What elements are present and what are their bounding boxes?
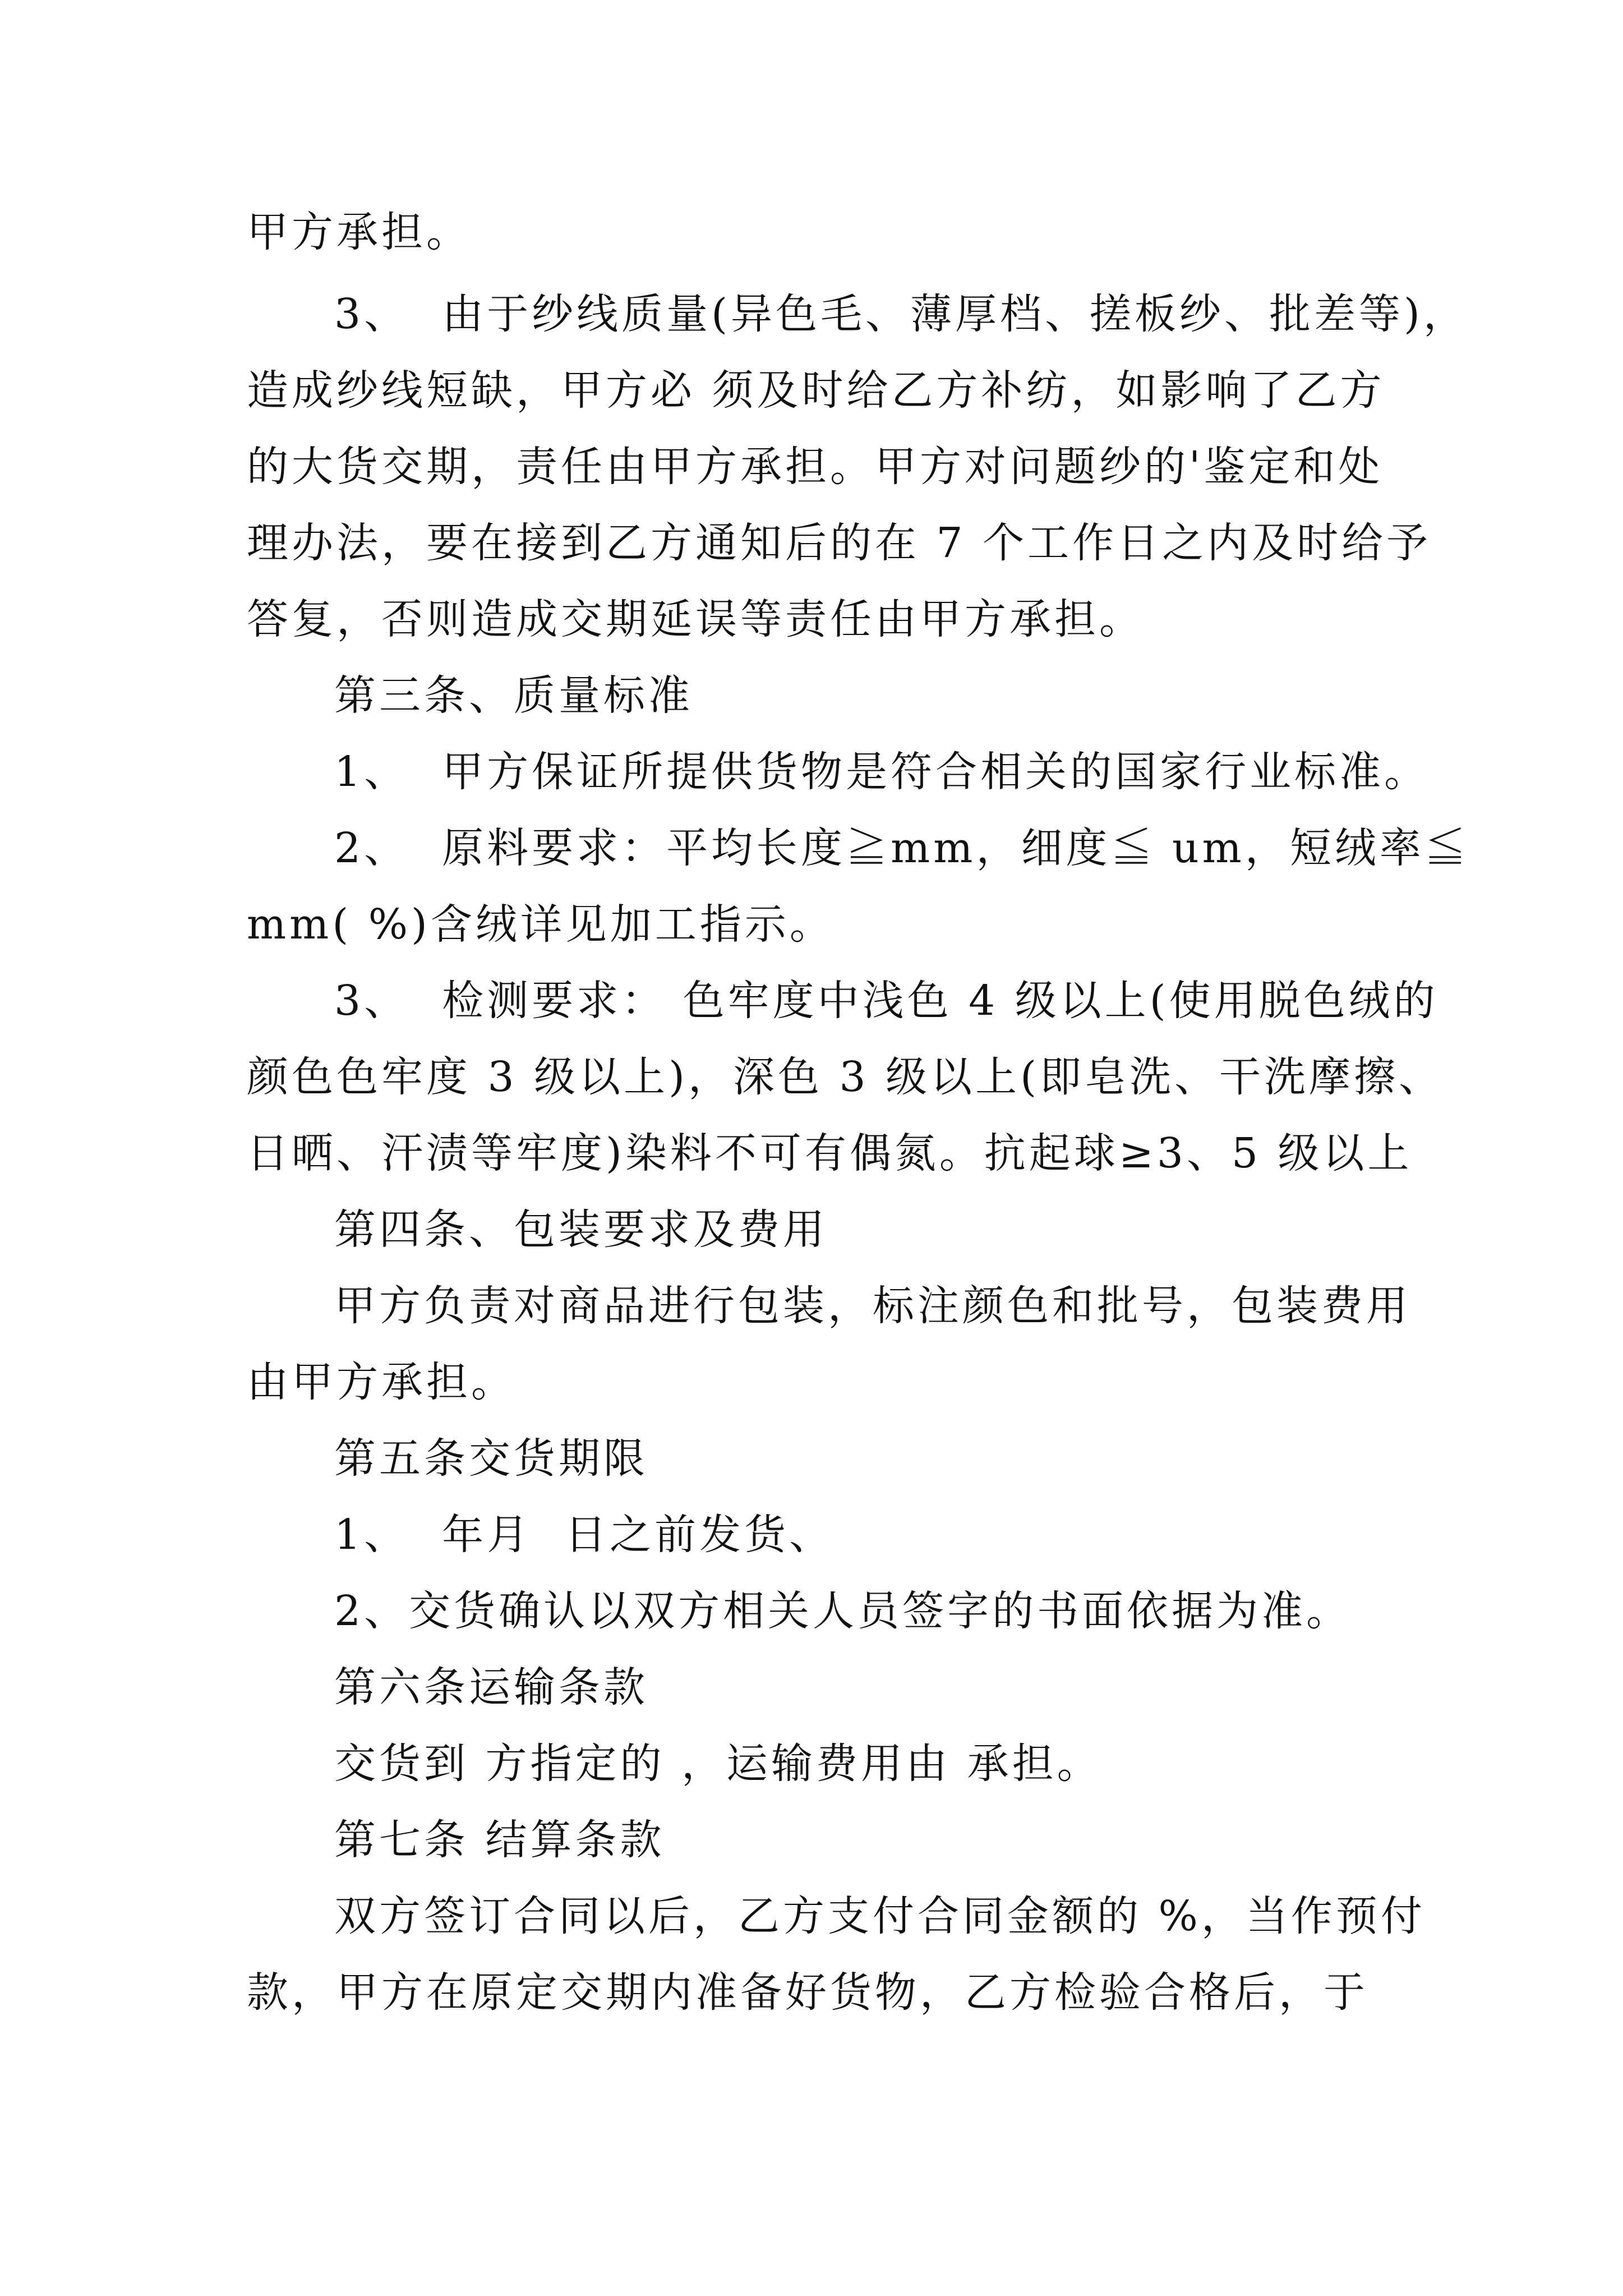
text-line: 的大货交期，责任由甲方承担。甲方对问题纱的'鉴定和处 xyxy=(247,443,1384,491)
text-line: 3、 由于纱线质量(异色毛、薄厚档、搓板纱、批差等)， xyxy=(334,290,1468,338)
text-line: 理办法，要在接到乙方通知后的在 7 个工作日之内及时给予 xyxy=(247,519,1432,567)
text-line: mm( %)含绒详见加工指示。 xyxy=(247,900,834,949)
section-heading: 第三条、质量标准 xyxy=(334,671,693,720)
text-line: 双方签订合同以后，乙方支付合同金额的 %，当作预付 xyxy=(334,1892,1426,1940)
section-heading: 第七条 结算条款 xyxy=(334,1816,665,1864)
text-line: 2、 原料要求：平均长度≧mm，细度≦ um，短绒率≦ xyxy=(334,824,1469,872)
text-line: 款，甲方在原定交期内准备好货物，乙方检验合格后，于 xyxy=(247,1968,1368,2017)
section-heading: 第四条、包装要求及费用 xyxy=(334,1205,828,1254)
text-line: 造成纱线短缺，甲方必 须及时给乙方补纺，如影响了乙方 xyxy=(247,366,1385,415)
text-line: 日晒、汗渍等牢度)染料不可有偶氮。抗起球≥3、5 级以上 xyxy=(247,1129,1413,1177)
text-line: 1、 年月 日之前发货、 xyxy=(334,1511,834,1559)
text-line: 交货到 方指定的 ，运输费用由 承担。 xyxy=(334,1740,1102,1788)
text-line: 甲方负责对商品进行包装，标注颜色和批号，包装费用 xyxy=(334,1282,1411,1330)
text-line: 甲方承担。 xyxy=(247,208,471,256)
section-heading: 第六条运输条款 xyxy=(334,1663,648,1711)
section-heading: 第五条交货期限 xyxy=(334,1434,648,1483)
text-line: 2、交货确认以双方相关人员签字的书面依据为准。 xyxy=(334,1587,1352,1635)
text-line: 颜色色牢度 3 级以上)，深色 3 级以上(即皂洗、干洗摩擦、 xyxy=(247,1053,1444,1101)
text-line: 由甲方承担。 xyxy=(247,1358,516,1406)
text-line: 1、 甲方保证所提供货物是符合相关的国家行业标准。 xyxy=(334,748,1430,796)
text-line: 答复，否则造成交期延误等责任由甲方承担。 xyxy=(247,595,1144,643)
text-line: 3、 检测要求： 色牢度中浅色 4 级以上(使用脱色绒的 xyxy=(334,977,1438,1025)
